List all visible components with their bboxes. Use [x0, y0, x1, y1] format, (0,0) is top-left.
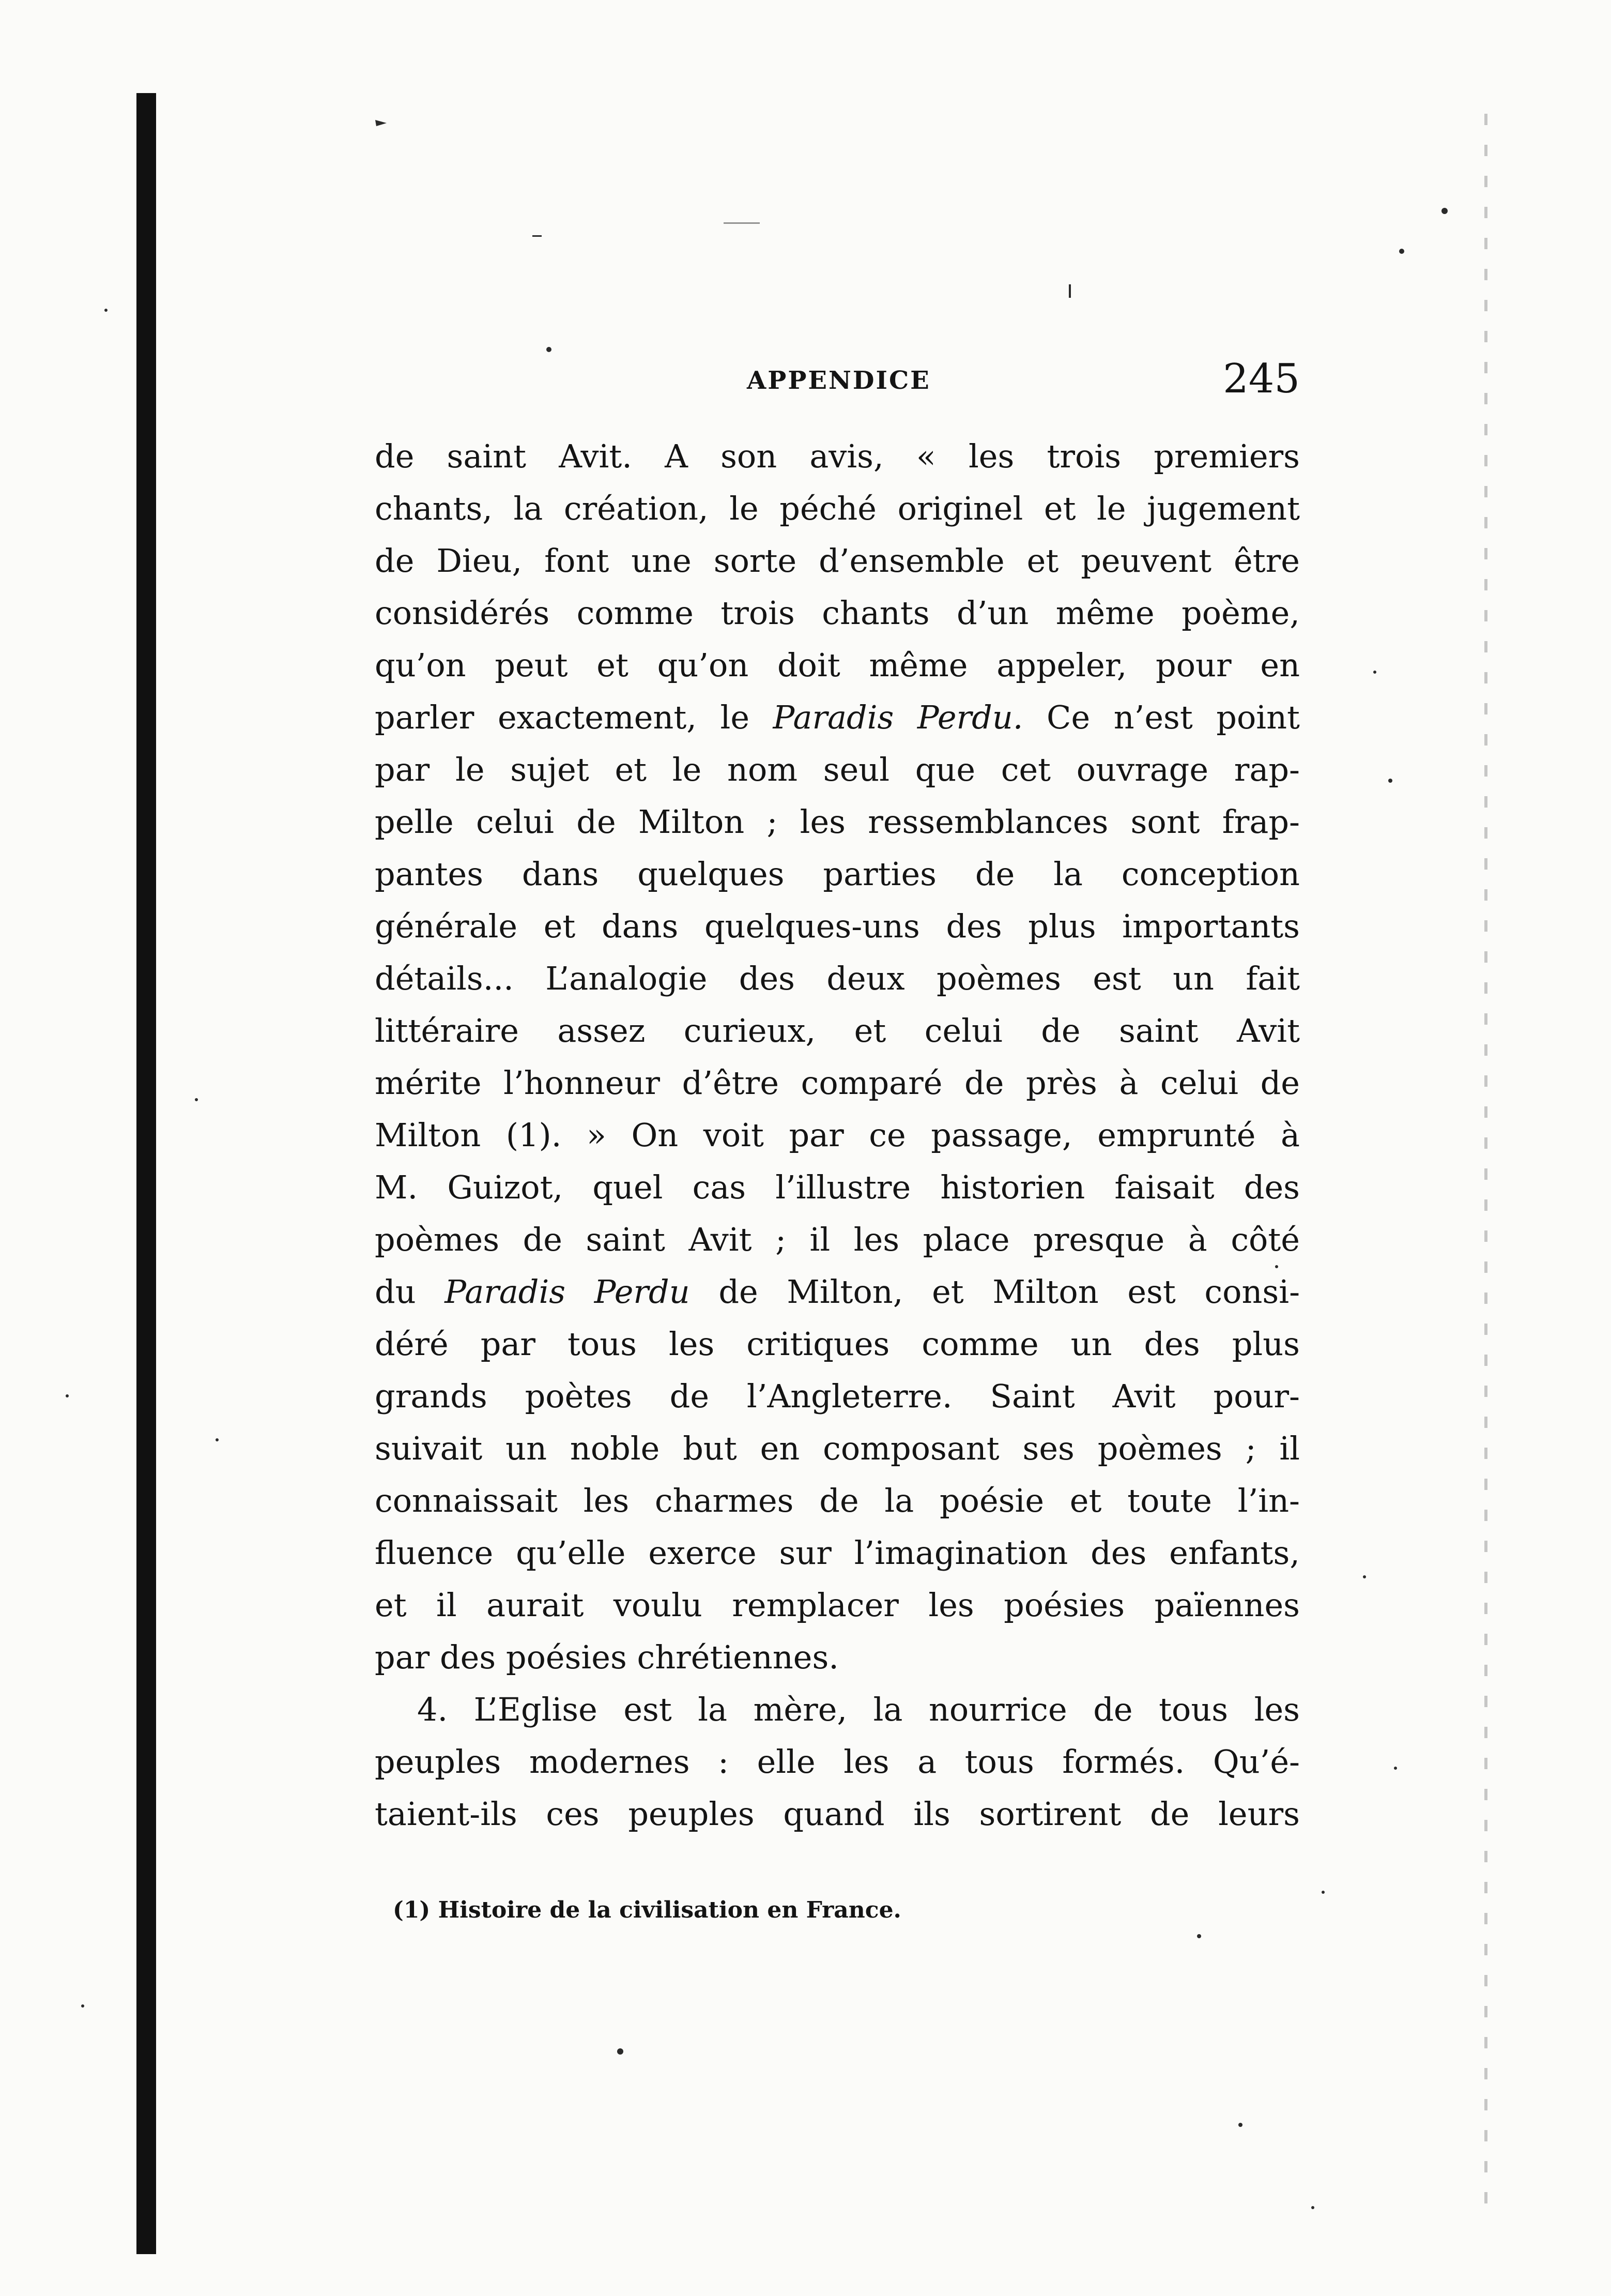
text-line: détails... L’analogie des deux poèmes est un fait	[375, 960, 1300, 997]
text-run: Ce n’est point	[1023, 698, 1300, 736]
ink-speck	[1399, 249, 1404, 254]
text-line: de saint Avit. A son avis, « les trois premiers	[375, 437, 1300, 475]
text-line: par le sujet et le nom seul que cet ouvrage rap-	[375, 751, 1300, 788]
text-line: taient-ils ces peuples quand ils sortirent de leurs	[375, 1795, 1300, 1833]
text-line: considérés comme trois chants d’un même poème,	[375, 594, 1300, 632]
ink-speck	[1394, 1767, 1397, 1770]
ink-speck	[104, 309, 108, 312]
ink-speck	[724, 222, 760, 224]
ink-speck	[1311, 2206, 1314, 2209]
text-line: générale et dans quelques-uns des plus importants	[375, 907, 1300, 945]
ink-speck	[195, 1098, 198, 1101]
text-run: parler exactement, le	[375, 698, 773, 736]
text-line: littéraire assez curieux, et celui de saint Avit	[375, 1012, 1300, 1050]
text-line: pelle celui de Milton ; les ressemblances sont frap-	[375, 803, 1300, 841]
ink-speck	[617, 2048, 623, 2055]
ink-speck	[1373, 671, 1376, 674]
text-line: mérite l’honneur d’être comparé de près à celui de	[375, 1064, 1300, 1102]
page-number: 245	[1223, 356, 1300, 402]
ink-speck	[1363, 1575, 1366, 1578]
ink-speck	[1197, 1934, 1201, 1938]
italic-title: Paradis Perdu	[444, 1273, 690, 1311]
text-line	[375, 1266, 1300, 1318]
text-line: déré par tous les critiques comme un des plus	[375, 1325, 1300, 1363]
text-line: grands poètes de l’Angleterre. Saint Avit pour-	[375, 1377, 1300, 1415]
text-line: de Dieu, font une sorte d’ensemble et peuvent être	[375, 542, 1300, 580]
ink-speck	[1441, 208, 1448, 214]
text-line: connaissait les charmes de la poésie et toute l’in-	[375, 1482, 1300, 1519]
text-line: qu’on peut et qu’on doit même appeler, pour en	[375, 646, 1300, 684]
text-line: chants, la création, le péché originel et le jugement	[375, 490, 1300, 527]
text-line: M. Guizot, quel cas l’illustre historien faisait des	[375, 1168, 1300, 1206]
footnote: (1) Histoire de la civilisation en France.	[393, 1897, 901, 1923]
text-line: poèmes de saint Avit ; il les place presque à côté	[375, 1221, 1300, 1258]
italic-title: Paradis Perdu.	[773, 698, 1023, 736]
running-title: APPENDICE	[747, 366, 931, 395]
ink-speck	[1388, 779, 1392, 783]
ink-speck	[66, 1394, 69, 1397]
ink-speck	[532, 235, 542, 237]
ink-speck	[81, 2004, 84, 2008]
ink-speck	[1069, 284, 1071, 298]
text-line: peuples modernes : elle les a tous formés. Qu’é-	[375, 1743, 1300, 1781]
paragraph-start-line: 4. L’Eglise est la mère, la nourrice de tous les	[417, 1691, 1300, 1728]
text-run: du	[375, 1273, 445, 1311]
text-line: et il aurait voulu remplacer les poésies païennes	[375, 1586, 1300, 1624]
ink-speck	[546, 347, 551, 352]
text-run: de Milton, et Milton est consi-	[689, 1273, 1300, 1311]
text-line	[375, 691, 1300, 743]
text-line: par des poésies chrétiennes.	[375, 1638, 839, 1676]
text-line: suivait un noble but en composant ses poèmes ; il	[375, 1430, 1300, 1467]
body-text	[375, 430, 1300, 1840]
text-line: pantes dans quelques parties de la conception	[375, 855, 1300, 893]
ink-speck	[216, 1438, 219, 1441]
text-line: fluence qu’elle exerce sur l’imagination des enfants,	[375, 1534, 1300, 1572]
ink-speck	[1238, 2123, 1242, 2127]
text-line: Milton (1). » On voit par ce passage, emprunté à	[375, 1116, 1300, 1154]
running-header	[375, 356, 1300, 413]
ink-speck	[1322, 1891, 1325, 1894]
ink-speck	[375, 120, 387, 126]
